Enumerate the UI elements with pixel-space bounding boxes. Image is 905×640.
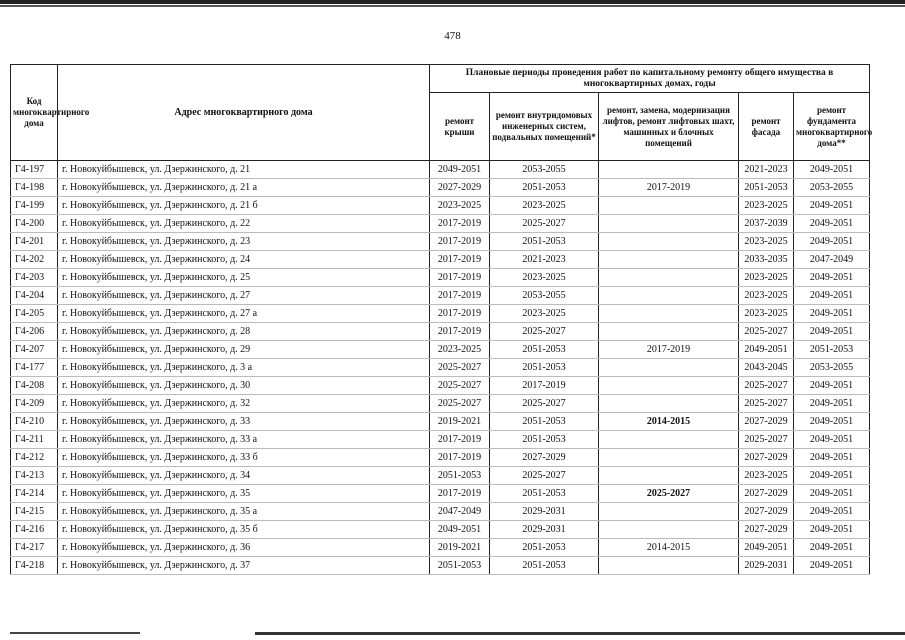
cell-address: г. Новокуйбышевск, ул. Дзержинского, д. 30 <box>58 377 430 395</box>
cell-elevators <box>599 323 739 341</box>
cell-systems: 2051-2053 <box>490 341 599 359</box>
cell-elevators <box>599 359 739 377</box>
cell-code: Г4-213 <box>11 467 58 485</box>
table-row <box>11 269 870 287</box>
cell-elevators <box>599 287 739 305</box>
cell-systems: 2051-2053 <box>490 539 599 557</box>
cell-foundation: 2049-2051 <box>794 233 870 251</box>
cell-roof: 2025-2027 <box>430 359 490 377</box>
cell-code: Г4-201 <box>11 233 58 251</box>
table-header <box>11 65 873 161</box>
cell-elevators <box>599 521 739 539</box>
cell-foundation: 2049-2051 <box>794 503 870 521</box>
cell-code: Г4-217 <box>11 539 58 557</box>
cell-roof: 2025-2027 <box>430 395 490 413</box>
cell-systems: 2029-2031 <box>490 521 599 539</box>
cell-systems: 2017-2019 <box>490 377 599 395</box>
cell-facade: 2049-2051 <box>739 539 794 557</box>
cell-facade: 2025-2027 <box>739 431 794 449</box>
table-body <box>11 161 870 575</box>
cell-roof: 2049-2051 <box>430 161 490 179</box>
cell-foundation: 2049-2051 <box>794 305 870 323</box>
cell-systems: 2051-2053 <box>490 233 599 251</box>
cell-address: г. Новокуйбышевск, ул. Дзержинского, д. 21 <box>58 161 430 179</box>
cell-address: г. Новокуйбышевск, ул. Дзержинского, д. 32 <box>58 395 430 413</box>
cell-code: Г4-209 <box>11 395 58 413</box>
cell-address: г. Новокуйбышевск, ул. Дзержинского, д. 37 <box>58 557 430 575</box>
cell-elevators <box>599 431 739 449</box>
cell-foundation: 2051-2053 <box>794 341 870 359</box>
table-row <box>11 485 870 503</box>
header-roof: ремонт крыши <box>430 93 490 161</box>
cell-foundation: 2049-2051 <box>794 485 870 503</box>
cell-roof: 2019-2021 <box>430 539 490 557</box>
table-row <box>11 323 870 341</box>
cell-facade: 2027-2029 <box>739 449 794 467</box>
cell-address: г. Новокуйбышевск, ул. Дзержинского, д. 24 <box>58 251 430 269</box>
repair-schedule-table <box>10 64 873 575</box>
cell-systems: 2051-2053 <box>490 179 599 197</box>
cell-address: г. Новокуйбышевск, ул. Дзержинского, д. 21 а <box>58 179 430 197</box>
cell-systems: 2053-2055 <box>490 161 599 179</box>
cell-roof: 2049-2051 <box>430 521 490 539</box>
table-row <box>11 215 870 233</box>
cell-roof: 2017-2019 <box>430 269 490 287</box>
cell-address: г. Новокуйбышевск, ул. Дзержинского, д. 33 <box>58 413 430 431</box>
cell-systems: 2051-2053 <box>490 557 599 575</box>
top-border-line-thin <box>0 5 905 7</box>
cell-address: г. Новокуйбышевск, ул. Дзержинского, д. 36 <box>58 539 430 557</box>
cell-roof: 2023-2025 <box>430 197 490 215</box>
cell-systems: 2053-2055 <box>490 287 599 305</box>
table-row <box>11 251 870 269</box>
cell-address: г. Новокуйбышевск, ул. Дзержинского, д. 29 <box>58 341 430 359</box>
cell-systems: 2025-2027 <box>490 215 599 233</box>
cell-code: Г4-210 <box>11 413 58 431</box>
cell-code: Г4-214 <box>11 485 58 503</box>
cell-foundation: 2053-2055 <box>794 179 870 197</box>
cell-address: г. Новокуйбышевск, ул. Дзержинского, д. 35 а <box>58 503 430 521</box>
cell-code: Г4-208 <box>11 377 58 395</box>
cell-facade: 2025-2027 <box>739 395 794 413</box>
cell-foundation: 2049-2051 <box>794 215 870 233</box>
cell-foundation: 2049-2051 <box>794 161 870 179</box>
cell-facade: 2049-2051 <box>739 341 794 359</box>
cell-facade: 2027-2029 <box>739 521 794 539</box>
cell-systems: 2023-2025 <box>490 269 599 287</box>
cell-elevators: 2017-2019 <box>599 341 739 359</box>
cell-facade: 2023-2025 <box>739 197 794 215</box>
cell-foundation: 2049-2051 <box>794 557 870 575</box>
table-row <box>11 449 870 467</box>
table-row <box>11 467 870 485</box>
cell-facade: 2025-2027 <box>739 323 794 341</box>
cell-code: Г4-198 <box>11 179 58 197</box>
cell-elevators <box>599 305 739 323</box>
cell-elevators <box>599 161 739 179</box>
table-row <box>11 521 870 539</box>
cell-address: г. Новокуйбышевск, ул. Дзержинского, д. 23 <box>58 233 430 251</box>
cell-address: г. Новокуйбышевск, ул. Дзержинского, д. 21 б <box>58 197 430 215</box>
cell-elevators: 2014-2015 <box>599 413 739 431</box>
page-number: 478 <box>444 30 461 42</box>
cell-systems: 2025-2027 <box>490 323 599 341</box>
table-row <box>11 395 870 413</box>
cell-systems: 2027-2029 <box>490 449 599 467</box>
cell-code: Г4-205 <box>11 305 58 323</box>
cell-address: г. Новокуйбышевск, ул. Дзержинского, д. 27 а <box>58 305 430 323</box>
table-row <box>11 557 870 575</box>
bottom-line-left <box>10 632 140 634</box>
cell-systems: 2051-2053 <box>490 431 599 449</box>
cell-systems: 2029-2031 <box>490 503 599 521</box>
cell-code: Г4-206 <box>11 323 58 341</box>
cell-address: г. Новокуйбышевск, ул. Дзержинского, д. 3 а <box>58 359 430 377</box>
cell-elevators <box>599 395 739 413</box>
bottom-line-right <box>255 632 905 635</box>
cell-address: г. Новокуйбышевск, ул. Дзержинского, д. 33 б <box>58 449 430 467</box>
cell-foundation: 2047-2049 <box>794 251 870 269</box>
table-row <box>11 413 870 431</box>
cell-systems: 2051-2053 <box>490 359 599 377</box>
cell-facade: 2025-2027 <box>739 377 794 395</box>
cell-elevators <box>599 251 739 269</box>
header-foundation: ремонт фундамента многоквартирного дома** <box>794 93 870 161</box>
cell-foundation: 2053-2055 <box>794 359 870 377</box>
cell-foundation: 2049-2051 <box>794 539 870 557</box>
cell-roof: 2023-2025 <box>430 341 490 359</box>
cell-roof: 2017-2019 <box>430 287 490 305</box>
cell-foundation: 2049-2051 <box>794 395 870 413</box>
cell-foundation: 2049-2051 <box>794 467 870 485</box>
cell-roof: 2051-2053 <box>430 557 490 575</box>
cell-roof: 2017-2019 <box>430 215 490 233</box>
cell-address: г. Новокуйбышевск, ул. Дзержинского, д. 28 <box>58 323 430 341</box>
table-row <box>11 341 870 359</box>
cell-foundation: 2049-2051 <box>794 269 870 287</box>
cell-elevators: 2025-2027 <box>599 485 739 503</box>
cell-roof: 2025-2027 <box>430 377 490 395</box>
cell-facade: 2043-2045 <box>739 359 794 377</box>
table-row <box>11 503 870 521</box>
cell-code: Г4-215 <box>11 503 58 521</box>
cell-foundation: 2049-2051 <box>794 377 870 395</box>
cell-systems: 2023-2025 <box>490 197 599 215</box>
header-elevators: ремонт, замена, модернизация лифтов, ремонт лифтовых шахт, машинных и блочных помещений <box>599 93 739 161</box>
cell-code: Г4-202 <box>11 251 58 269</box>
table-row <box>11 197 870 215</box>
cell-facade: 2023-2025 <box>739 269 794 287</box>
table-row <box>11 161 870 179</box>
table-row <box>11 305 870 323</box>
cell-elevators <box>599 467 739 485</box>
cell-systems: 2021-2023 <box>490 251 599 269</box>
cell-roof: 2017-2019 <box>430 449 490 467</box>
cell-address: г. Новокуйбышевск, ул. Дзержинского, д. 22 <box>58 215 430 233</box>
cell-code: Г4-203 <box>11 269 58 287</box>
cell-roof: 2017-2019 <box>430 485 490 503</box>
cell-address: г. Новокуйбышевск, ул. Дзержинского, д. 33 а <box>58 431 430 449</box>
cell-roof: 2019-2021 <box>430 413 490 431</box>
header-periods: Плановые периоды проведения работ по капитальному ремонту общего имущества в многоквартирных домах, годы <box>430 65 870 93</box>
cell-facade: 2023-2025 <box>739 305 794 323</box>
cell-foundation: 2049-2051 <box>794 449 870 467</box>
cell-address: г. Новокуйбышевск, ул. Дзержинского, д. 35 <box>58 485 430 503</box>
cell-roof: 2047-2049 <box>430 503 490 521</box>
cell-address: г. Новокуйбышевск, ул. Дзержинского, д. 35 б <box>58 521 430 539</box>
cell-foundation: 2049-2051 <box>794 431 870 449</box>
cell-elevators <box>599 197 739 215</box>
cell-facade: 2023-2025 <box>739 233 794 251</box>
cell-facade: 2051-2053 <box>739 179 794 197</box>
cell-foundation: 2049-2051 <box>794 287 870 305</box>
cell-elevators: 2017-2019 <box>599 179 739 197</box>
cell-roof: 2017-2019 <box>430 251 490 269</box>
cell-code: Г4-204 <box>11 287 58 305</box>
cell-elevators <box>599 269 739 287</box>
cell-roof: 2027-2029 <box>430 179 490 197</box>
header-facade: ремонт фасада <box>739 93 794 161</box>
cell-elevators <box>599 449 739 467</box>
cell-facade: 2023-2025 <box>739 467 794 485</box>
cell-code: Г4-211 <box>11 431 58 449</box>
cell-elevators <box>599 215 739 233</box>
table-row <box>11 179 870 197</box>
top-border-line <box>0 0 905 4</box>
cell-systems: 2023-2025 <box>490 305 599 323</box>
cell-roof: 2051-2053 <box>430 467 490 485</box>
cell-elevators: 2014-2015 <box>599 539 739 557</box>
cell-foundation: 2049-2051 <box>794 323 870 341</box>
table-row <box>11 431 870 449</box>
cell-systems: 2051-2053 <box>490 413 599 431</box>
cell-roof: 2017-2019 <box>430 431 490 449</box>
table-row <box>11 377 870 395</box>
cell-code: Г4-212 <box>11 449 58 467</box>
cell-foundation: 2049-2051 <box>794 521 870 539</box>
cell-systems: 2025-2027 <box>490 395 599 413</box>
cell-code: Г4-177 <box>11 359 58 377</box>
cell-systems: 2051-2053 <box>490 485 599 503</box>
cell-foundation: 2049-2051 <box>794 197 870 215</box>
header-code: Код многоквартирного дома <box>11 65 58 161</box>
cell-facade: 2027-2029 <box>739 413 794 431</box>
cell-facade: 2023-2025 <box>739 287 794 305</box>
cell-systems: 2025-2027 <box>490 467 599 485</box>
table-row <box>11 539 870 557</box>
table-row <box>11 233 870 251</box>
cell-code: Г4-199 <box>11 197 58 215</box>
table-row <box>11 359 870 377</box>
cell-code: Г4-207 <box>11 341 58 359</box>
cell-code: Г4-216 <box>11 521 58 539</box>
cell-address: г. Новокуйбышевск, ул. Дзержинского, д. 27 <box>58 287 430 305</box>
table-row <box>11 287 870 305</box>
cell-facade: 2029-2031 <box>739 557 794 575</box>
cell-facade: 2033-2035 <box>739 251 794 269</box>
cell-elevators <box>599 233 739 251</box>
cell-foundation: 2049-2051 <box>794 413 870 431</box>
cell-code: Г4-197 <box>11 161 58 179</box>
cell-code: Г4-200 <box>11 215 58 233</box>
cell-facade: 2027-2029 <box>739 485 794 503</box>
cell-facade: 2021-2023 <box>739 161 794 179</box>
cell-elevators <box>599 503 739 521</box>
header-systems: ремонт внутридомовых инженерных систем, подвальных помещений* <box>490 93 599 161</box>
header-address: Адрес многоквартирного дома <box>58 65 430 161</box>
cell-elevators <box>599 557 739 575</box>
cell-address: г. Новокуйбышевск, ул. Дзержинского, д. 25 <box>58 269 430 287</box>
cell-roof: 2017-2019 <box>430 305 490 323</box>
cell-code: Г4-218 <box>11 557 58 575</box>
cell-roof: 2017-2019 <box>430 323 490 341</box>
cell-elevators <box>599 377 739 395</box>
cell-facade: 2027-2029 <box>739 503 794 521</box>
cell-address: г. Новокуйбышевск, ул. Дзержинского, д. 34 <box>58 467 430 485</box>
cell-roof: 2017-2019 <box>430 233 490 251</box>
cell-facade: 2037-2039 <box>739 215 794 233</box>
